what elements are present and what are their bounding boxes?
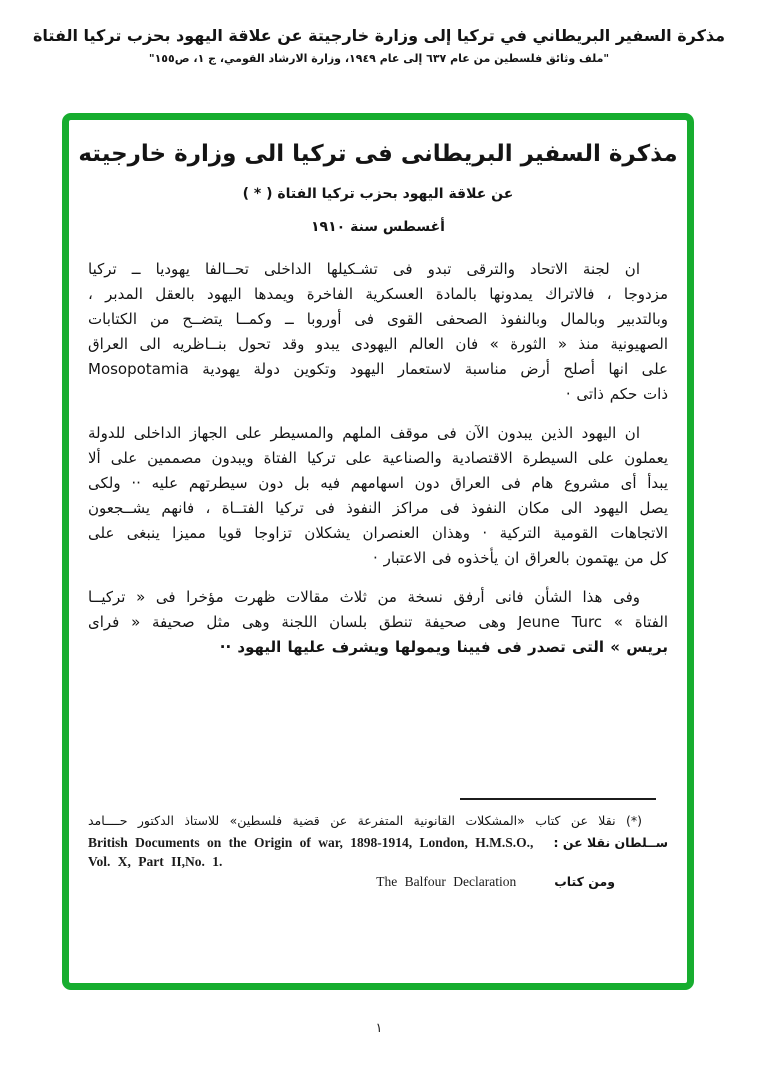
paragraph-line: يصل اليهود الى مكان النفوذ فى مراكز النفوذ فى تركيا الفتــاة ، فانهم يشــجعون [88, 499, 668, 517]
footnote-and-from-book: ومن كتاب [554, 874, 615, 889]
memorandum-subtitle: عن علاقة اليهود بحزب تركيا الفتاة ( * ) [242, 186, 514, 202]
footnote-balfour-row [88, 874, 615, 890]
footnote-bibliography-row [88, 835, 668, 851]
paragraph-line: وبالتدبير وبالمال وبالنفوذ الصحفى القوى فى أوروبا ــ وكمــا يتضــح من الكتابات [88, 310, 668, 328]
header-citation-title: مذكرة السفير البريطاني في تركيا إلى وزارة خارجيتة عن علاقة اليهود بحزب تركيا الفتاة [32, 26, 726, 45]
green-border-frame [62, 113, 694, 990]
paragraph-line: كل من يهتمون بالعراق ان يأخذوه فى الاعتبار · [373, 549, 668, 567]
footnote-balfour-title: The Balfour Declaration [376, 874, 517, 889]
memorandum-body [88, 257, 668, 660]
footnote-volume-reference: Vol. X, Part II,No. 1. [88, 854, 223, 869]
footnote-divider [460, 798, 656, 800]
paragraph-line: ذات حكم ذاتى · [565, 385, 668, 403]
page-header [0, 26, 758, 65]
paragraph-line: يعملون على السيطرة الاقتصادية والصناعية على تركيا الفتاة ويبدون مصممين على ألا [88, 449, 668, 467]
paragraph-line: مزدوجا ، فالاتراك يمدونها بالمادة العسكرية الفاخرة ويمدها اليهود بالعقل المدبر ، [88, 285, 668, 303]
page-number: ١ [375, 1021, 383, 1036]
footnote-arabic-continuation: ســلطان نقلا عن : [553, 835, 668, 850]
paragraph-line: الصهيونية منذ « الثورة » فان العالم اليهودى يبدو وقد تحول بنــاظريه الى العراق [88, 335, 668, 353]
paragraph-line: ان اليهود الذين يبدون الآن فى موقف الملهم والمسيطر على الجهاز الداخلى للدولة [88, 424, 640, 442]
header-source-reference: "ملف وثائق فلسطين من عام ٦٣٧ إلى عام ١٩٤٩، وزارة الارشاد القومي، ج ١، ص١٥٥" [148, 52, 610, 65]
footnote-english-source: British Documents on the Origin of war, 1898-1914, London, H.M.S.O., [88, 835, 534, 850]
paragraph-line: وفى هذا الشأن فانى أرفق نسخة من ثلاث مقالات ظهرت مؤخرا فى « تركيــا [88, 588, 640, 606]
paragraph-line: ان لجنة الاتحاد والترقى تبدو فى تشـكيلها الداخلى تحــالفا يهوديا ــ تركيا [88, 260, 640, 278]
footnote-section [88, 798, 668, 890]
paragraph-2 [88, 421, 668, 571]
paragraph-line: الفتاة » Jeune Turc وهى صحيفة تنطق بلسان اللجنة وهى مثل صحيفة « فراى [88, 613, 669, 631]
paragraph-line: بريس » التى تصدر فى فيينا ويمولها ويشرف عليها اليهود ·· [219, 638, 668, 656]
paragraph-line: الاتجاهات القومية التركية · وهذان العنصران يشكلان تزاوجا قويا مميزا ينبغى على [88, 524, 668, 542]
memorandum-date: أغسطس سنة ١٩١٠ [311, 219, 445, 235]
paragraph-line: على انها أصلح أرض مناسبة لاستعمار اليهود وتكوين دولة يهودية Mosopotamia [88, 360, 668, 378]
footnote-arabic-citation: (*) نقلا عن كتاب «المشكلات القانونية المتفرعة عن قضية فلسطين» للاستاذ الدكتور حــــامد [88, 813, 642, 828]
paragraph-3 [88, 585, 668, 660]
paragraph-line: يبدأ أى مشروع هام فى العراق دون اسهامهم فيه بل دون سيطرتهم عليه ·· ولكى [88, 474, 668, 492]
memorandum-title: مذكرة السفير البريطانى فى تركيا الى وزارة خارجيته [78, 141, 678, 167]
paragraph-1 [88, 257, 668, 407]
